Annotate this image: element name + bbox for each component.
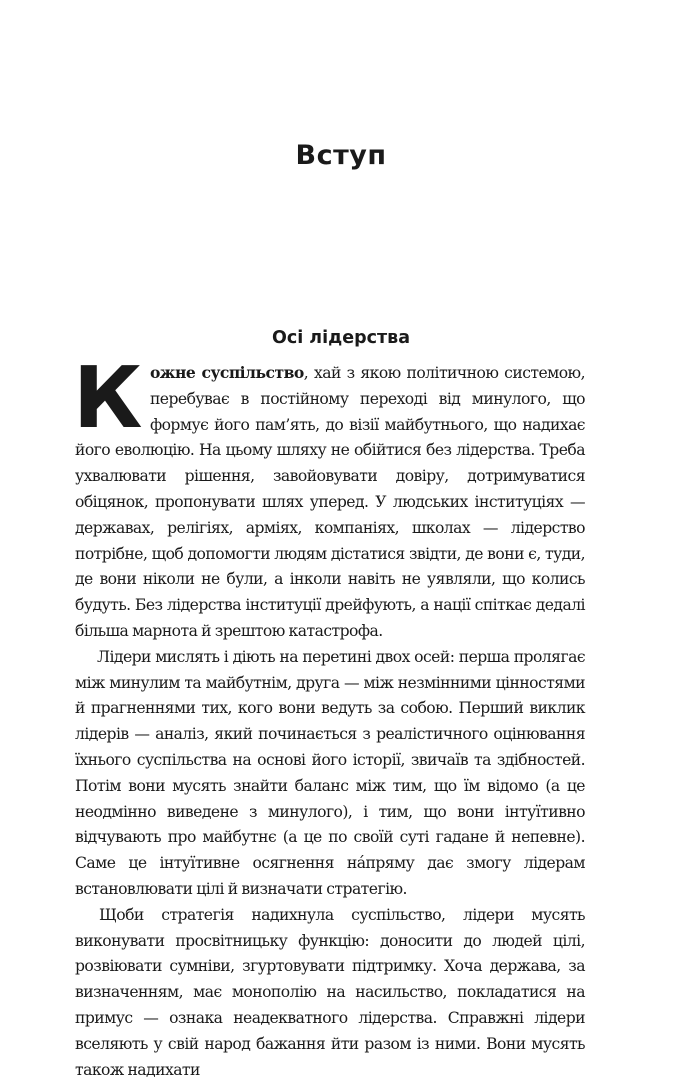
paragraph-1-text: , хай з якою політичною системою, перебуває в постійному переході від минулого, що формує його пам’ять, до візії майбутнього, що надихає його еволюцію. На цьому шляху не обійтися без лідерства. Треба ухвалювати рішення, завойовувати довіру, дотримуватися обіцянок, пропонувати шлях уперед. У людських інституціях — державах, релігіях, арміях, компаніях, школах — лідерство потрібне, щоб допомогти людям дістатися звідти, де вони є, туди, де вони ніколи не були, а інколи навіть не уявляли, що колись будуть. Без лідерства інституції дрейфують, а нації спіткає дедалі більша марнота й зрештою катастрофа. — [75, 364, 585, 640]
section-title: Осі лідерства — [271, 328, 411, 348]
paragraph-lead-in: ожне суспільство — [149, 363, 304, 382]
chapter-title: Вступ — [295, 140, 387, 171]
paragraph-1 — [73, 349, 585, 645]
paragraph-3: Щоби стратегія надихнула суспільство, лідери мусять виконувати просвітницьку функцію: доносити до людей цілі, розвіювати сумніви, згуртовувати підтримку. Хоча держава, за визначенням, має монополію на насильство, покладатися на примус — ознака неадекватного лідерства. Справжні лідери вселяють у свій народ бажання йти разом із ними. Вони мусять також надихати — [75, 905, 585, 1079]
paragraph-2: Лідери мислять і діють на перетині двох осей: перша пролягає між минулим та майбутнім, друга — між незмінними цінностями й прагненнями тих, кого вони ведуть за собою. Перший виклик лідерів — аналіз, який починається з реалістичного оцінювання їхнього суспільства на основі його історії, звичаїв та здібностей. Потім вони мусять знайти баланс між тим, що їм відомо (а це неодмінно виведене з минулого), і тим, що вони інтуїтивно відчувають про майбутнє (а це по своїй суті гадане й непевне). Саме це інтуїтивне осягнення на́пряму дає змогу лідерам встановлювати цілі й визначати стратегію. — [75, 647, 585, 898]
body-text — [73, 349, 585, 1083]
drop-cap: К — [73, 349, 142, 448]
